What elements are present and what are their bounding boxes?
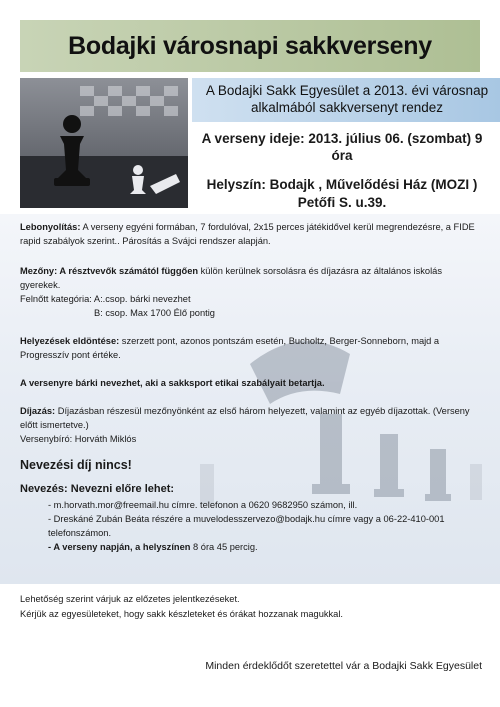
on-site-time: 8 óra 45 percig. [190,542,258,552]
rules-paragraph [20,220,482,248]
rules-text: A verseny egyéni formában, 7 fordulóval, 2x15 perces játékidővel kerül megrendezésre, a FIDE rapid szabályok szerint.. Párosítás a Svájci rendszer alapján. [20,222,475,246]
groups-text: külön kerülnek sorsolásra és díjazásra az általános iskolás gyerekek. [20,266,442,290]
closing-line: Minden érdeklődőt szeretettel vár a Bodajki Sakk Egyesület [205,660,482,672]
registration-label-2: Nevezni előre lehet: [67,483,175,495]
registration-label: Nevezés: [20,483,68,495]
footer-line-1: Lehetőség szerint várjuk az előzetes jelentkezéseket. [20,594,240,604]
list-item: - Dreskáné Zubán Beáta részére a muvelodesszervezo@bodajk.hu címre vagy a 06-22-410-001 telefonszámon. [48,514,445,538]
rules-label: Lebonyolítás: [20,222,81,232]
event-details [20,220,482,554]
ties-text: szerzett pont, azonos pontszám esetén, Bucholtz, Berger-Sonneborn, majd a Progresszív pont értéke. [20,336,440,360]
page-title: Bodajki városnapi sakkverseny [68,31,432,60]
prizes-label: Díjazás: [20,406,56,416]
footer-notes [20,592,482,622]
ties-paragraph [20,334,482,362]
prizes-paragraph [20,404,482,446]
prizes-text: Díjazásban részesül mezőnyönként az első három helyezett, valamint az egyéb díjazottak. (Verseny előtt ismertetve.) [20,406,470,430]
registration-heading [20,482,482,496]
list-item [20,540,482,554]
chess-photo [20,78,188,208]
event-venue [192,176,492,212]
no-fee-heading: Nevezési díj nincs! [20,458,132,472]
ties-label: Helyezések eldöntése: [20,336,120,346]
venue-line-1: Helyszín: Bodajk , Művelődési Ház (MOZI ) [206,177,478,192]
title-banner [20,20,480,72]
footer-line-2: Kérjük az egyesületeket, hogy sakk készleteket és órákat hozzanak magukkal. [20,609,343,619]
category-a: Felnőtt kategória: A:.csop. bárki nevezhet [20,294,191,304]
event-date: A verseny ideje: 2013. július 06. (szombat) 9 óra [201,131,483,163]
groups-paragraph [20,264,482,320]
eligibility-text: A versenyre bárki nevezhet, aki a sakksport etikai szabályait betartja. [20,378,325,388]
list-item: - m.horvath.mor@freemail.hu címre. telefonon a 0620 9682950 számon, ill. [48,500,358,510]
venue-line-2: Petőfi S. u.39. [297,195,387,210]
registration-list [20,498,482,554]
chess-pieces-image [20,78,188,208]
groups-label: Mezőny: A résztvevők számától függően [20,266,199,276]
category-b: B: csop. Max 1700 Élő pontig [94,308,215,318]
referee-text: Versenybíró: Horváth Miklós [20,434,137,444]
intro-text: A Bodajki Sakk Egyesület a 2013. évi városnap alkalmából sakkversenyt rendez [205,83,489,115]
on-site-label: - A verseny napján, a helyszínen [48,542,191,552]
